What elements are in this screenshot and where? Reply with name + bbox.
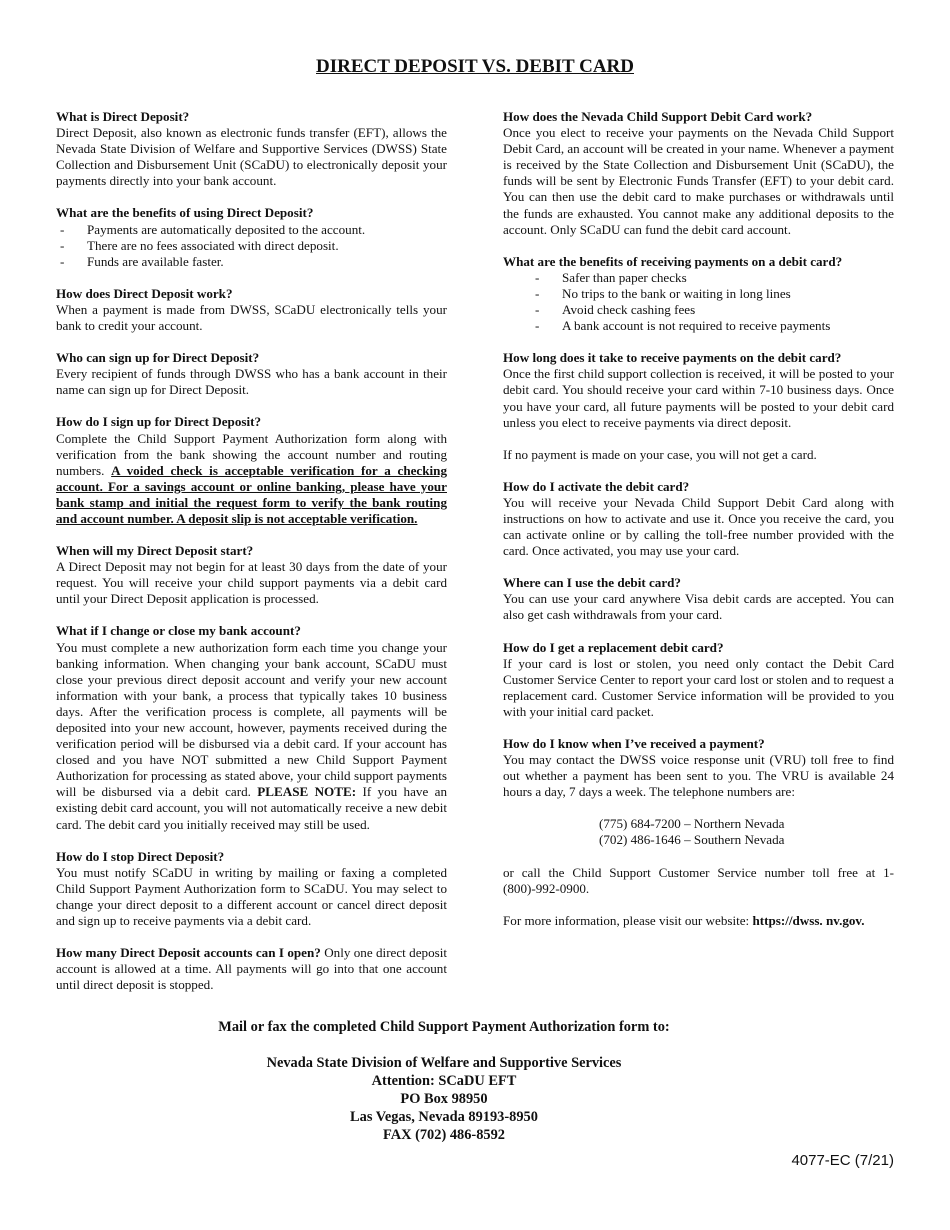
question-heading: What is Direct Deposit? [56,109,190,124]
answer-text [56,640,447,833]
please-note-text: If you have an existing debit card account, you will not automatically receive a new debit card. The debit card you initially received may still be used. [56,784,447,832]
question-heading: How do I sign up for Direct Deposit? [56,414,262,430]
phone-southern-nevada: (702) 486-1646 – Southern Nevada [599,832,785,848]
benefits-list [56,222,447,270]
question-heading: How long does it take to receive payments on the debit card? [503,350,842,366]
section-debit-card-works [503,109,894,238]
section-customer-service [503,865,894,897]
page-title: DIRECT DEPOSIT VS. DEBIT CARD [316,56,634,77]
section-no-payment-note [503,447,894,463]
website-link[interactable]: https://dwss. nv.gov. [752,912,865,928]
answer-text: You must notify SCaDU in writing by mailing or faxing a completed Child Support Payment Authorization form to SCaDU. You may select to change your direct deposit to a different account or cancel direct deposit and sign up to receive payments via a debit card. [56,864,447,929]
form-number: 4077-EC (7/21) [791,1152,894,1169]
phone-numbers [599,816,894,848]
list-item: - No trips to the bank or waiting in long lines [503,286,894,302]
list-item: - Avoid check cashing fees [503,302,894,318]
question-heading: How do I activate the debit card? [503,478,690,494]
verification-note: A voided check is acceptable verification for a checking account. For a savings account or online banking, please have your bank stamp and initial the request form to verify the bank routing and account number. A deposit slip is not acceptable verification. [56,462,447,526]
list-item: - There are no fees associated with direct deposit. [56,238,447,254]
section-replacement-card [503,640,894,720]
section-how-direct-deposit-works [56,286,447,334]
question-heading: When will my Direct Deposit start? [56,543,254,559]
left-column [56,109,447,1009]
address-line: Las Vegas, Nevada 89193-8950 [350,1109,538,1125]
answer-text: Direct Deposit, also known as electronic funds transfer (EFT), allows the Nevada State Division of Welfare and Supportive Services (DWSS) State Collection and Disbursement Unit (SCaDU) to electronically deposit your payments directly into your bank account. [56,125,447,189]
answer-text: When a payment is made from DWSS, SCaDU electronically tells your bank to credit your account. [56,301,447,334]
answer-text: Every recipient of funds through DWSS who has a bank account in their name can sign up for Direct Deposit. [56,366,447,398]
answer-text: You will receive your Nevada Child Support Debit Card along with instructions on how to activate and use it. Once you receive the card, you can activate online or by calling the toll-free number provided with the card. Once activated, you may use your card. [503,494,894,559]
answer-text [56,431,447,528]
address-line: Attention: SCaDU EFT [371,1073,517,1089]
list-item: - A bank account is not required to receive payments [503,318,894,334]
answer-text: A Direct Deposit may not begin for at least 30 days from the date of your request. You will receive your child support payments via a debit card until your Direct Deposit application is processed. [56,559,447,607]
question-heading: How do I get a replacement debit card? [503,639,724,655]
answer-text: If no payment is made on your case, you will not get a card. [503,446,817,462]
answer-text: If your card is lost or stolen, you need only contact the Debit Card Customer Service Center to report your card lost or stolen and to request a replacement card. Customer Service information will be provided to you with your initial card packet. [503,655,894,719]
mailing-address [0,1054,888,1144]
list-item: - Safer than paper checks [503,270,894,286]
question-heading: How do I know when I’ve received a payment? [503,736,765,751]
right-column [503,109,894,945]
section-who-can-sign-up [56,350,447,398]
section-how-many-accounts [56,945,447,993]
fax-number: FAX (702) 486-8592 [382,1127,506,1143]
answer-text: You can use your card anywhere Visa debit cards are accepted. You can also get cash withdrawals from your card. [503,591,894,623]
section-what-is-direct-deposit [56,109,447,189]
section-activate-card [503,479,894,559]
section-how-long-payments [503,350,894,430]
section-when-start [56,543,447,607]
section-website [503,913,894,929]
question-heading: What are the benefits of receiving payments on a debit card? [503,253,843,269]
answer-text: Once you elect to receive your payments on the Nevada Child Support Debit Card, an account will be created in your name. Whenever a payment is received by the State Collection and Disbursement Unit (SCaDU), the funds will be sent by Electronic Funds Transfer (EFT) to your debit card. You can then use the debit card to make purchases or withdrawals until the funds are exhausted. You cannot make any additional deposits to the account. Only SCaDU can fund the debit card account. [503,125,894,237]
section-direct-deposit-benefits [56,205,447,269]
question-heading: Where can I use the debit card? [503,575,681,591]
section-debit-card-benefits [503,254,894,334]
answer-text-plain: Complete the Child Support Payment Authorization form along with verification from the bank showing the account number and routing numbers. [56,430,447,478]
answer-text-plain: For more information, please visit our website: [503,912,750,928]
section-where-use-card [503,575,894,623]
list-item: - Payments are automatically deposited to the account. [56,222,447,238]
mail-heading: Mail or fax the completed Child Support Payment Authorization form to: [218,1019,670,1035]
question-heading: How does Direct Deposit work? [56,285,233,301]
answer-text [56,945,447,993]
section-change-close-account [56,623,447,832]
question-heading: What are the benefits of using Direct Deposit? [56,205,314,221]
question-heading: Who can sign up for Direct Deposit? [56,350,260,366]
answer-text [503,913,894,929]
answer-text-plain: Only one direct deposit account is allowed at a time. All payments will go into that one account until direct deposit is stopped. [56,945,448,993]
please-note-label: PLEASE NOTE: [257,784,357,800]
list-item: - Funds are available faster. [56,254,447,270]
question-heading: How do I stop Direct Deposit? [56,848,225,864]
phone-northern-nevada: (775) 684-7200 – Northern Nevada [599,816,785,832]
benefits-list [503,270,894,334]
address-line: Nevada State Division of Welfare and Supportive Services [266,1055,622,1071]
address-line: PO Box 98950 [400,1091,488,1107]
answer-text: Once the first child support collection is received, it will be posted to your debit card. You should receive your card within 7-10 business days. Once you have your card, all future payments will be posted to your debit card unless you elect to receive payments via direct deposit. [503,366,894,430]
answer-text: You may contact the DWSS voice response unit (VRU) toll free to find out whether a payment has been sent to you. The VRU is available 24 hours a day, 7 days a week. The telephone numbers are: [503,752,894,800]
question-heading: What if I change or close my bank account? [56,623,301,639]
section-payment-received [503,736,894,800]
section-stop-direct-deposit [56,849,447,929]
section-how-to-sign-up [56,414,447,527]
answer-text-plain: You must complete a new authorization form each time you change your banking information. When changing your bank account, SCaDU must close your previous direct deposit account and verify your new account information with your bank, a process that typically takes 10 business days. After the verification process is complete, all payments will be deposited into your new account, however, payments received during the verification period will be disbursed via a debit card. If your account has closed and you have NOT submitted a new Child Support Payment Authorization for processing as stated above, your child support payments will be disbursed via a debit card. [56,639,447,800]
answer-text: or call the Child Support Customer Service number toll free at 1-(800)-992-0900. [503,864,894,896]
question-heading: How many Direct Deposit accounts can I open? [56,945,321,961]
question-heading: How does the Nevada Child Support Debit Card work? [503,109,813,124]
